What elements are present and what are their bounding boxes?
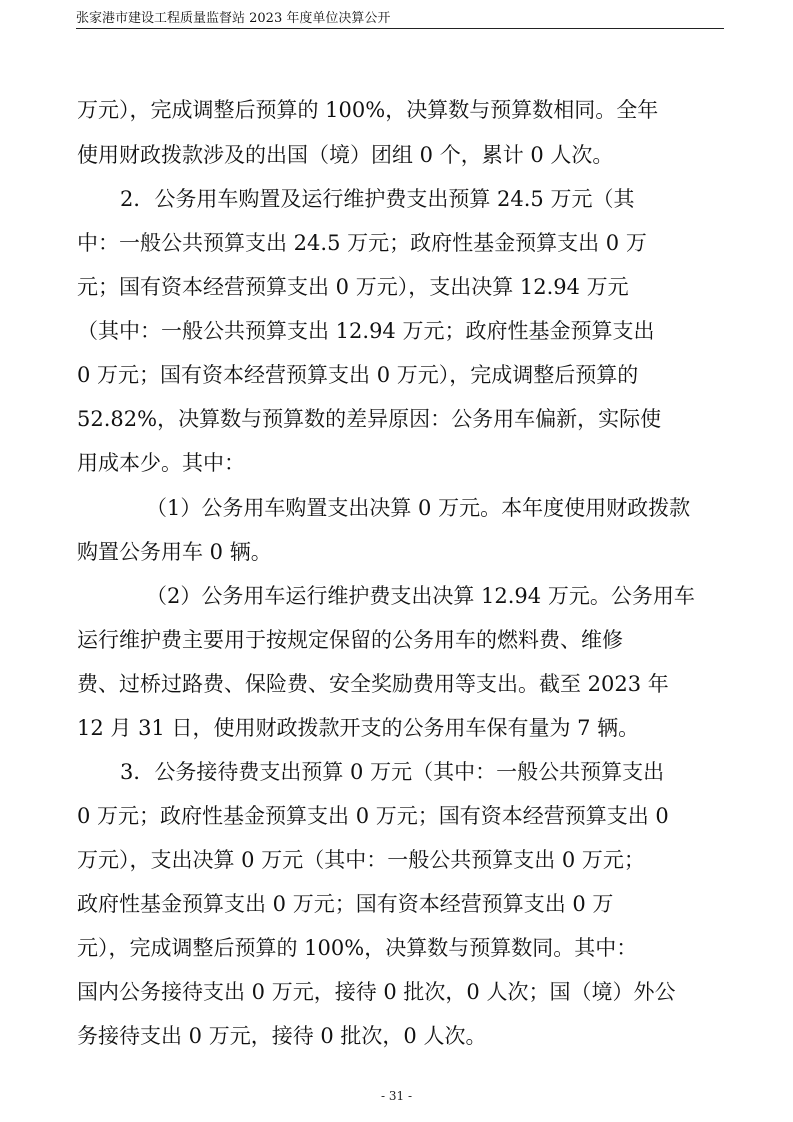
- body-line: 万元），支出决算 0 万元（其中：一般公共预算支出 0 万元；: [77, 848, 645, 872]
- header-title: 张家港市建设工程质量监督站 2023 年度单位决算公开: [76, 11, 391, 26]
- body-line: 0 万元；国有资本经营预算支出 0 万元），完成调整后预算的: [77, 363, 639, 387]
- body-line: 元），完成调整后预算的 100%，决算数与预算数同。其中：: [77, 936, 638, 960]
- body-line: 用成本少。其中：: [77, 451, 245, 475]
- body-line: 中：一般公共预算支出 24.5 万元；政府性基金预算支出 0 万: [77, 231, 647, 255]
- body-line: 12 月 31 日，使用财政拨款开支的公务用车保有量为 7 辆。: [77, 716, 640, 740]
- body-line: 购置公务用车 0 辆。: [77, 540, 272, 564]
- body-line: （2）公务用车运行维护费支出决算 12.94 万元。公务用车: [146, 584, 695, 608]
- body-line: （1）公务用车购置支出决算 0 万元。本年度使用财政拨款: [146, 496, 691, 520]
- body-line: 使用财政拨款涉及的出国（境）团组 0 个，累计 0 人次。: [77, 143, 614, 167]
- body-line: 0 万元；政府性基金预算支出 0 万元；国有资本经营预算支出 0: [77, 804, 669, 828]
- body-line: 国内公务接待支出 0 万元，接待 0 批次，0 人次；国（境）外公: [77, 980, 676, 1004]
- body-line: 万元），完成调整后预算的 100%，决算数与预算数相同。全年: [77, 98, 659, 122]
- body-line: 运行维护费主要用于按规定保留的公务用车的燃料费、维修: [77, 628, 623, 652]
- body-line: （其中：一般公共预算支出 12.94 万元；政府性基金预算支出: [77, 319, 655, 343]
- page-number: - 31 -: [380, 1089, 412, 1103]
- body-line: 费、过桥过路费、保险费、安全奖励费用等支出。截至 2023 年: [77, 672, 669, 696]
- body-line: 元；国有资本经营预算支出 0 万元），支出决算 12.94 万元: [77, 275, 629, 299]
- body-line: 政府性基金预算支出 0 万元；国有资本经营预算支出 0 万: [77, 892, 614, 916]
- body-line: 2．公务用车购置及运行维护费支出预算 24.5 万元（其: [120, 187, 635, 211]
- body-line: 3．公务接待费支出预算 0 万元（其中：一般公共预算支出: [120, 760, 665, 784]
- body-line: 务接待支出 0 万元，接待 0 批次，0 人次。: [77, 1024, 487, 1048]
- body-line: 52.82%，决算数与预算数的差异原因：公务用车偏新，实际使: [77, 407, 662, 431]
